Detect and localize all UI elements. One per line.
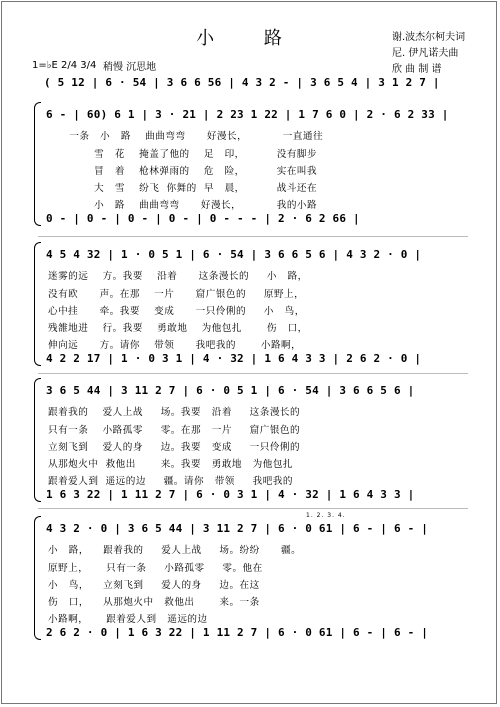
system-3-lyric-3: 立刻飞到 爱人的身 边。我要 变成 一只伶俐的 (48, 442, 301, 453)
system-1-lyric-4: 大 雪 纷飞 你舞的 早 晨， 战斗还在 (48, 183, 318, 194)
system-3-lyric-1: 跟着我的 爱人上战 场。我要 沿着 这条漫长的 (48, 407, 301, 418)
system-1-lyric-1: 一条 小 路 曲曲弯弯 好漫长， 一直通往 (48, 131, 324, 142)
system-2-lyric-4: 残雒地进 行。我要 勇敢地 为他包扎 伤 口， (48, 323, 308, 334)
system-4-upper-voice: 4 3 2 · 0 | 3 6 5 44 | 3 11 2 7 | 6 · 0 61 | 6 - | 6 - | (46, 522, 429, 535)
arranger-credit: 欣 曲 制 谱 (392, 64, 442, 75)
system-1-lyric-3: 冒 着 枪林弹雨的 危 险， 实在叫我 (48, 166, 318, 177)
system-4-lyric-1: 小 路， 跟着我的 爱人上战 场。纷纷 疆。 (48, 545, 302, 556)
system-1-lower-voice: 0 - | 0 - | 0 - | 0 - | 0 - - - | 2 · 6 2 66 | (46, 212, 360, 225)
tempo-marking: 稍慢 沉思地 (103, 62, 157, 73)
system-1-upper-voice: 6 - | 60) 6 1 | 3 · 21 | 2 23 1 22 | 1 7 6 0 | 2 · 6 2 33 | (46, 108, 449, 121)
meter-label: 2/4 3/4 (60, 60, 97, 71)
system-3-lyric-5: 跟着爱人到 遥远的边 疆。请你 带领 我吧我的 (48, 476, 294, 487)
system-divider (38, 373, 468, 374)
system-3-lyric-2: 只有一条 小路孤零 零。在那 一片 窟广银色的 (48, 425, 301, 436)
system-4-brace (34, 516, 41, 640)
key-label: 1=♭E (32, 60, 58, 71)
system-4-lyric-5: 小路啊， 跟着爱人到 遥远的边 (48, 614, 208, 625)
system-divider (38, 236, 468, 237)
system-2-brace (34, 242, 41, 366)
system-3-lyric-4: 从那炮火中 救他出 来。我要 勇敢地 为他包扎 (48, 459, 294, 470)
composer-credit: 尼. 伊凡诺夫曲 (392, 48, 459, 59)
system-divider (38, 508, 468, 509)
system-4-lyric-4: 伤 口， 从那炮火中 救他出 来。一条 (48, 597, 260, 608)
system-2-lower-voice: 4 2 2 17 | 1 · 0 3 1 | 4 · 32 | 1 6 4 3 3 | 2 6 2 · 0 | (46, 352, 422, 365)
song-title: 小 路 (196, 28, 304, 49)
system-2-upper-voice: 4 5 4 32 | 1 · 0 5 1 | 6 · 54 | 3 6 6 5 6 | 4 3 2 · 0 | (46, 248, 422, 261)
system-4-lyric-3: 小 鸟， 立刻飞到 爱人的身 边。在这 (48, 580, 260, 591)
lyricist-credit: 谢.波杰尔柯夫词 (392, 32, 466, 43)
system-4-lyric-2: 原野上， 只有一条 小路孤零 零。他在 (48, 563, 263, 574)
system-3-lower-voice: 1 6 3 22 | 1 11 2 7 | 6 · 0 3 1 | 4 · 32 | 1 6 4 3 3 | (46, 488, 415, 501)
system-3-brace (34, 378, 41, 502)
system-2-lyric-1: 迷雾的远 方。我要 沿着 这条漫长的 小 路， (48, 271, 308, 282)
system-2-lyric-2: 没有欧 声。在那 一片 窟广银色的 原野上， (48, 289, 305, 300)
system-1-lyric-5: 小 路 曲曲弯弯 好漫长， 我的小路 (48, 200, 318, 211)
system-2-lyric-3: 心中挂 牵。我要 变成 一只伶俐的 小 鸟， (48, 306, 305, 317)
intro-line: ( 5 12 | 6 · 54 | 3 6 6 56 | 4 3 2 - | 3 6 5 4 | 3 1 2 7 | (44, 76, 440, 89)
system-4-lower-voice: 2 6 2 · 0 | 1 6 3 22 | 1 11 2 7 | 6 · 0 61 | 6 - | 6 - | (46, 626, 429, 639)
system-1-lyric-2: 雪 花 掩盖了他的 足 印， 没有脚步 (48, 149, 318, 160)
system-2-lyric-5: 伸向远 方。请你 带领 我吧我的 小路啊， (48, 340, 302, 351)
system-1-brace (34, 102, 41, 226)
key-signature (32, 60, 96, 71)
volta-bracket: 1. 2. 3. 4. (306, 512, 346, 519)
system-3-upper-voice: 3 6 5 44 | 3 11 2 7 | 6 · 0 5 1 | 6 · 54 | 3 6 6 5 6 | (46, 384, 415, 397)
